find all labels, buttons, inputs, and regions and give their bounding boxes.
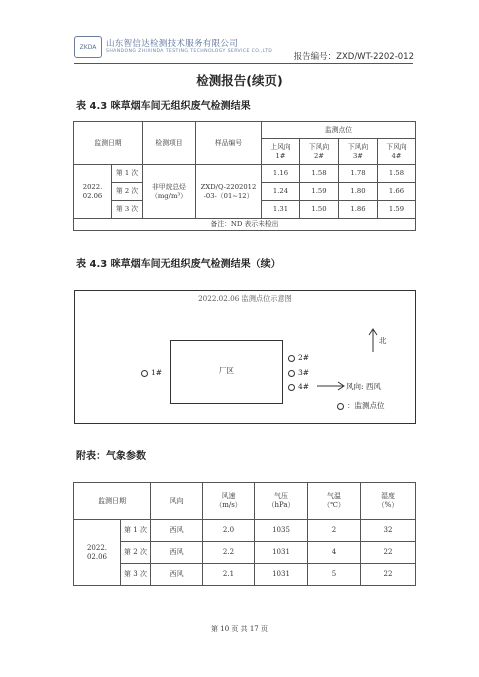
date-cell — [74, 165, 112, 219]
date-line-1: 2022. — [86, 543, 108, 552]
legend-label: ：监测点位 — [347, 401, 385, 410]
diagram-title: 2022.02.06 监测点位示意图 — [198, 294, 292, 303]
date-line-2: 02.06 — [86, 552, 108, 561]
circle-icon — [337, 403, 344, 410]
value-cell: 1.59 — [300, 183, 339, 201]
point-1-marker — [141, 368, 162, 377]
monitoring-point-diagram — [74, 290, 416, 424]
run-label: 第 2 次 — [121, 542, 151, 564]
header-monitor-points: 监测点位 — [262, 122, 416, 139]
value-cell: 西风 — [151, 564, 203, 586]
run-label: 第 1 次 — [121, 520, 151, 542]
value-cell: 西风 — [151, 542, 203, 564]
value-cell: 22 — [361, 542, 416, 564]
point-4-id: 4# — [391, 151, 402, 160]
emission-results-table — [73, 121, 416, 231]
table-row — [74, 165, 416, 183]
wind-speed-unit: （m/s） — [215, 501, 242, 509]
date-line-2: 02.06 — [82, 191, 103, 200]
point-1-direction: 上风向 — [270, 143, 291, 152]
table-row — [74, 520, 416, 542]
point-1-id: 1# — [275, 151, 286, 160]
header-wind-direction: 风向 — [151, 483, 203, 520]
value-cell: 1.80 — [339, 183, 378, 201]
value-cell: 1.50 — [300, 201, 339, 219]
temperature-title: 气温 — [327, 492, 341, 501]
header-point-2 — [300, 139, 339, 165]
value-cell: 1.24 — [262, 183, 300, 201]
report-number: 报告编号：ZXD/WT-2202-012 — [293, 52, 414, 62]
test-item-cell — [143, 165, 196, 219]
value-cell: 22 — [361, 564, 416, 586]
value-cell: 1.58 — [300, 165, 339, 183]
wind-speed-title: 风速 — [221, 492, 236, 501]
north-label: 北 — [379, 336, 387, 345]
run-label: 第 1 次 — [112, 165, 143, 183]
value-cell: 2 — [308, 520, 361, 542]
value-cell: 1.16 — [262, 165, 300, 183]
value-cell: 4 — [308, 542, 361, 564]
point-4-label: 4# — [298, 382, 310, 391]
plant-area — [170, 340, 283, 404]
value-cell: 2.0 — [203, 520, 255, 542]
value-cell: 1.78 — [339, 165, 378, 183]
page-footer: 第 10 页 共 17 页 — [211, 625, 268, 633]
value-cell: 西风 — [151, 520, 203, 542]
wind-arrow-icon — [316, 381, 346, 391]
logo-text: ZKDA — [79, 43, 97, 51]
date-cell — [74, 520, 121, 586]
sample-no-line-2: -03-（01~12） — [203, 191, 254, 200]
humidity-unit: （%） — [377, 501, 399, 509]
circle-icon — [141, 370, 148, 377]
wind-direction-label: 风向: 西风 — [346, 382, 381, 391]
header-point-1 — [262, 139, 300, 165]
point-4-marker — [288, 382, 309, 391]
pressure-unit: （hPa） — [267, 501, 295, 509]
run-label: 第 3 次 — [121, 564, 151, 586]
run-label: 第 3 次 — [112, 201, 143, 219]
point-2-label: 2# — [298, 353, 310, 362]
humidity-title: 湿度 — [381, 492, 395, 501]
value-cell: 32 — [361, 520, 416, 542]
table-row — [74, 564, 416, 586]
value-cell: 1031 — [255, 564, 308, 586]
point-2-direction: 下风向 — [308, 143, 330, 152]
date-line-1: 2022. — [82, 183, 103, 192]
circle-icon — [288, 384, 295, 391]
point-1-label: 1# — [151, 368, 163, 377]
header-wind-speed — [203, 483, 255, 520]
temperature-unit: （℃） — [323, 501, 345, 509]
value-cell: 1.66 — [378, 183, 416, 201]
header-temperature — [308, 483, 361, 520]
sample-no-line-1: ZXD/Q-2202012 — [200, 183, 257, 192]
appendix-title: 附表：气象参数 — [76, 451, 146, 462]
table-row — [74, 542, 416, 564]
test-item-name: 非甲烷总烃 — [152, 183, 186, 192]
header-point-3 — [339, 139, 378, 165]
point-3-direction: 下风向 — [347, 143, 369, 152]
value-cell: 5 — [308, 564, 361, 586]
point-4-direction: 下风向 — [386, 143, 407, 152]
legend — [337, 400, 385, 411]
run-label: 第 2 次 — [112, 183, 143, 201]
circle-icon — [288, 355, 295, 362]
point-3-id: 3# — [352, 151, 364, 160]
table-note: 备注：ND 表示未检出 — [74, 219, 416, 231]
company-name-en: SHANDONG ZHIXINDA TESTING TECHNOLOGY SERVICE CO.,LTD — [106, 49, 273, 54]
point-2-id: 2# — [313, 151, 325, 160]
header-humidity — [361, 483, 416, 520]
value-cell: 1.31 — [262, 201, 300, 219]
table1-title: 表 4.3 咪草烟车间无组织废气检测结果 — [76, 101, 251, 112]
company-logo — [74, 36, 102, 58]
value-cell: 1.86 — [339, 201, 378, 219]
circle-icon — [288, 370, 295, 377]
pressure-title: 气压 — [274, 492, 288, 501]
header-monitor-date: 监测日期 — [74, 122, 143, 165]
weather-parameters-table — [73, 482, 416, 586]
value-cell: 2.2 — [203, 542, 255, 564]
document-title: 检测报告(续页) — [196, 73, 283, 88]
test-item-unit: （mg/m³） — [151, 191, 187, 200]
value-cell: 1035 — [255, 520, 308, 542]
table1-continued-title: 表 4.3 咪草烟车间无组织废气检测结果（续） — [76, 259, 281, 270]
company-name-cn: 山东智信达检测技术服务有限公司 — [106, 39, 239, 49]
point-2-marker — [288, 353, 309, 362]
plant-label: 厂区 — [219, 366, 234, 375]
sample-no-cell — [196, 165, 262, 219]
header-sample-no: 样品编号 — [196, 122, 262, 165]
header-test-item: 检测项目 — [143, 122, 196, 165]
value-cell: 2.1 — [203, 564, 255, 586]
point-3-marker — [288, 368, 309, 377]
value-cell: 1.58 — [378, 165, 416, 183]
header-pressure — [255, 483, 308, 520]
header-monitor-date: 监测日期 — [74, 483, 151, 520]
value-cell: 1031 — [255, 542, 308, 564]
point-3-label: 3# — [298, 368, 310, 377]
header-point-4 — [378, 139, 416, 165]
page-header — [74, 36, 414, 64]
header-divider — [74, 63, 413, 64]
value-cell: 1.59 — [378, 201, 416, 219]
